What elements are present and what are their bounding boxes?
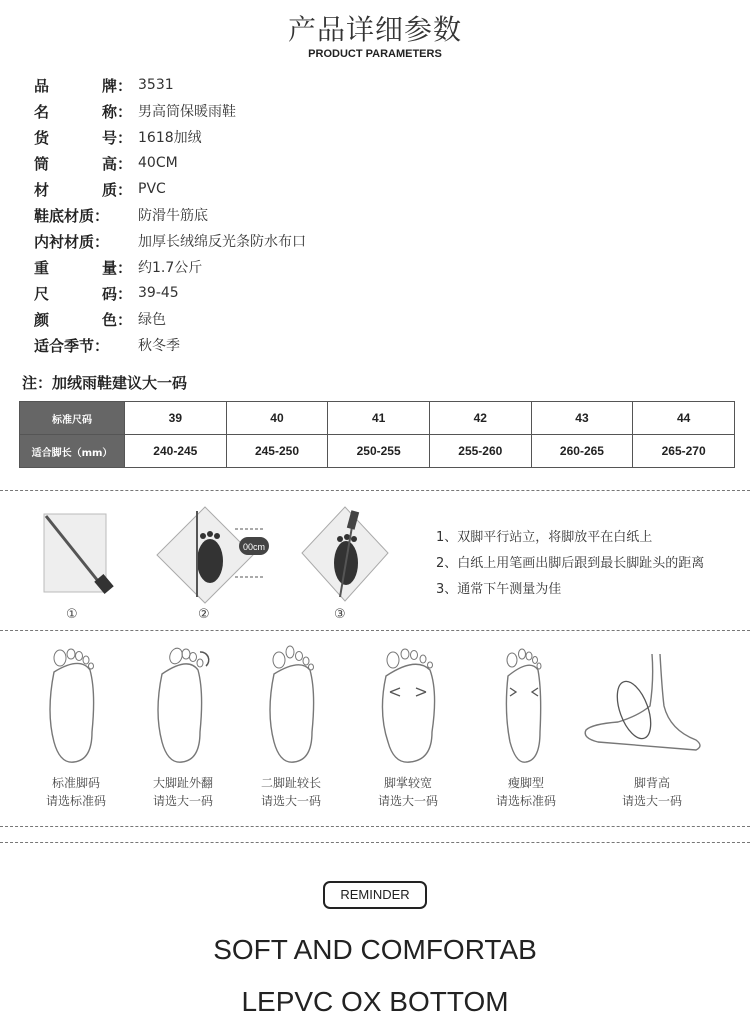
ruler-label: 00cm (242, 542, 266, 552)
foot-type-name: 二脚趾较长 (260, 776, 321, 790)
param-label: 鞋底材质： (34, 206, 110, 225)
foot-type-label (485, 774, 567, 810)
param-label: 颜 色： (34, 310, 132, 329)
param-label: 名 称： (34, 102, 132, 121)
foot-type-advice: 请选大一码 (260, 794, 321, 808)
divider (0, 490, 750, 491)
step-marker: ① (66, 607, 78, 622)
bunion-foot-icon (150, 642, 210, 766)
param-label: 品 牌： (34, 76, 132, 95)
param-label: 尺 码： (34, 284, 132, 303)
size-cell: 41 (328, 402, 430, 435)
standard-foot-icon (40, 642, 100, 766)
param-value: PVC (138, 181, 166, 197)
param-value: 40CM (138, 155, 178, 171)
divider (0, 826, 750, 827)
reminder-badge: REMINDER (323, 881, 427, 909)
param-row (34, 280, 634, 306)
foot-type-label (250, 774, 332, 810)
size-row (20, 402, 735, 435)
size-cell: 40 (226, 402, 328, 435)
param-row (34, 202, 634, 228)
size-note: 注：加绒雨鞋建议大一码 (22, 374, 188, 392)
long-second-toe-foot-icon (260, 642, 320, 766)
param-label: 货 号： (34, 128, 132, 147)
length-cell: 255-260 (429, 435, 531, 468)
wide-foot-icon (376, 642, 440, 766)
param-row (34, 98, 634, 124)
foot-type-name: 标准脚码 (51, 776, 100, 790)
foot-outline-illustration (300, 505, 390, 605)
param-label: 适合季节： (34, 336, 110, 355)
size-cell: 43 (531, 402, 633, 435)
param-label: 重 量： (34, 258, 132, 277)
param-row (34, 306, 634, 332)
param-value: 3531 (138, 77, 174, 93)
param-row (34, 150, 634, 176)
foot-type-name: 脚掌较宽 (383, 776, 432, 790)
length-cell: 250-255 (328, 435, 430, 468)
step-marker: ② (198, 607, 210, 622)
footprint-icon (197, 539, 223, 583)
param-row (34, 176, 634, 202)
length-cell: 245-250 (226, 435, 328, 468)
params-list (34, 72, 634, 358)
divider (0, 842, 750, 843)
page-subtitle: PRODUCT PARAMETERS (308, 48, 442, 60)
page-title: 产品详细参数 (287, 13, 462, 46)
foot-type-name: 脚背高 (633, 776, 670, 790)
param-value: 绿色 (138, 312, 166, 328)
foot-type-advice: 请选大一码 (152, 794, 213, 808)
length-row (20, 435, 735, 468)
headline: SOFT AND COMFORTAB (213, 934, 537, 965)
foot-type-advice: 请选大一码 (377, 794, 438, 808)
size-table (19, 401, 735, 468)
param-value: 约1.7公斤 (138, 260, 203, 276)
param-row (34, 254, 634, 280)
paper-pen-illustration (40, 508, 120, 598)
subline: LEPVC OX BOTTOM (241, 986, 509, 1017)
param-row (34, 124, 634, 150)
size-cell: 44 (633, 402, 735, 435)
param-value: 加厚长绒绵反光条防水布口 (138, 234, 306, 250)
step-text: 3、通常下午测量为佳 (436, 582, 562, 597)
foot-type-label (142, 774, 224, 810)
foot-type-label (367, 774, 449, 810)
foot-type-advice: 请选标准码 (45, 794, 106, 808)
length-cell: 265-270 (633, 435, 735, 468)
slim-foot-icon (496, 642, 552, 766)
param-value: 男高筒保暖雨鞋 (138, 104, 236, 120)
length-cell: 260-265 (531, 435, 633, 468)
measure-steps (436, 525, 704, 603)
size-cell: 39 (125, 402, 227, 435)
step-marker: ③ (334, 607, 346, 622)
foot-measure-illustration (155, 505, 285, 605)
param-value: 防滑牛筋底 (138, 208, 208, 224)
size-cell: 42 (429, 402, 531, 435)
foot-type-label (611, 774, 693, 810)
foot-type-advice: 请选标准码 (495, 794, 556, 808)
param-row (34, 332, 634, 358)
length-row-header: 适合脚长（mm） (20, 435, 125, 468)
param-row (34, 228, 634, 254)
param-value: 39-45 (138, 285, 179, 301)
size-row-header: 标准尺码 (20, 402, 125, 435)
param-label: 筒 高： (34, 154, 132, 173)
foot-type-name: 大脚趾外翻 (152, 776, 213, 790)
param-value: 秋冬季 (138, 338, 180, 354)
length-cell: 240-245 (125, 435, 227, 468)
step-text: 1、双脚平行站立，将脚放平在白纸上 (436, 530, 653, 545)
step-text: 2、白纸上用笔画出脚后跟到最长脚趾头的距离 (436, 556, 705, 571)
param-label: 内衬材质： (34, 232, 110, 251)
foot-type-name: 瘦脚型 (507, 776, 544, 790)
foot-type-advice: 请选大一码 (621, 794, 682, 808)
divider (0, 630, 750, 631)
param-label: 材 质： (34, 180, 132, 199)
high-instep-foot-icon (578, 650, 708, 760)
foot-type-label (36, 774, 116, 810)
param-value: 1618加绒 (138, 130, 202, 146)
param-row (34, 72, 634, 98)
